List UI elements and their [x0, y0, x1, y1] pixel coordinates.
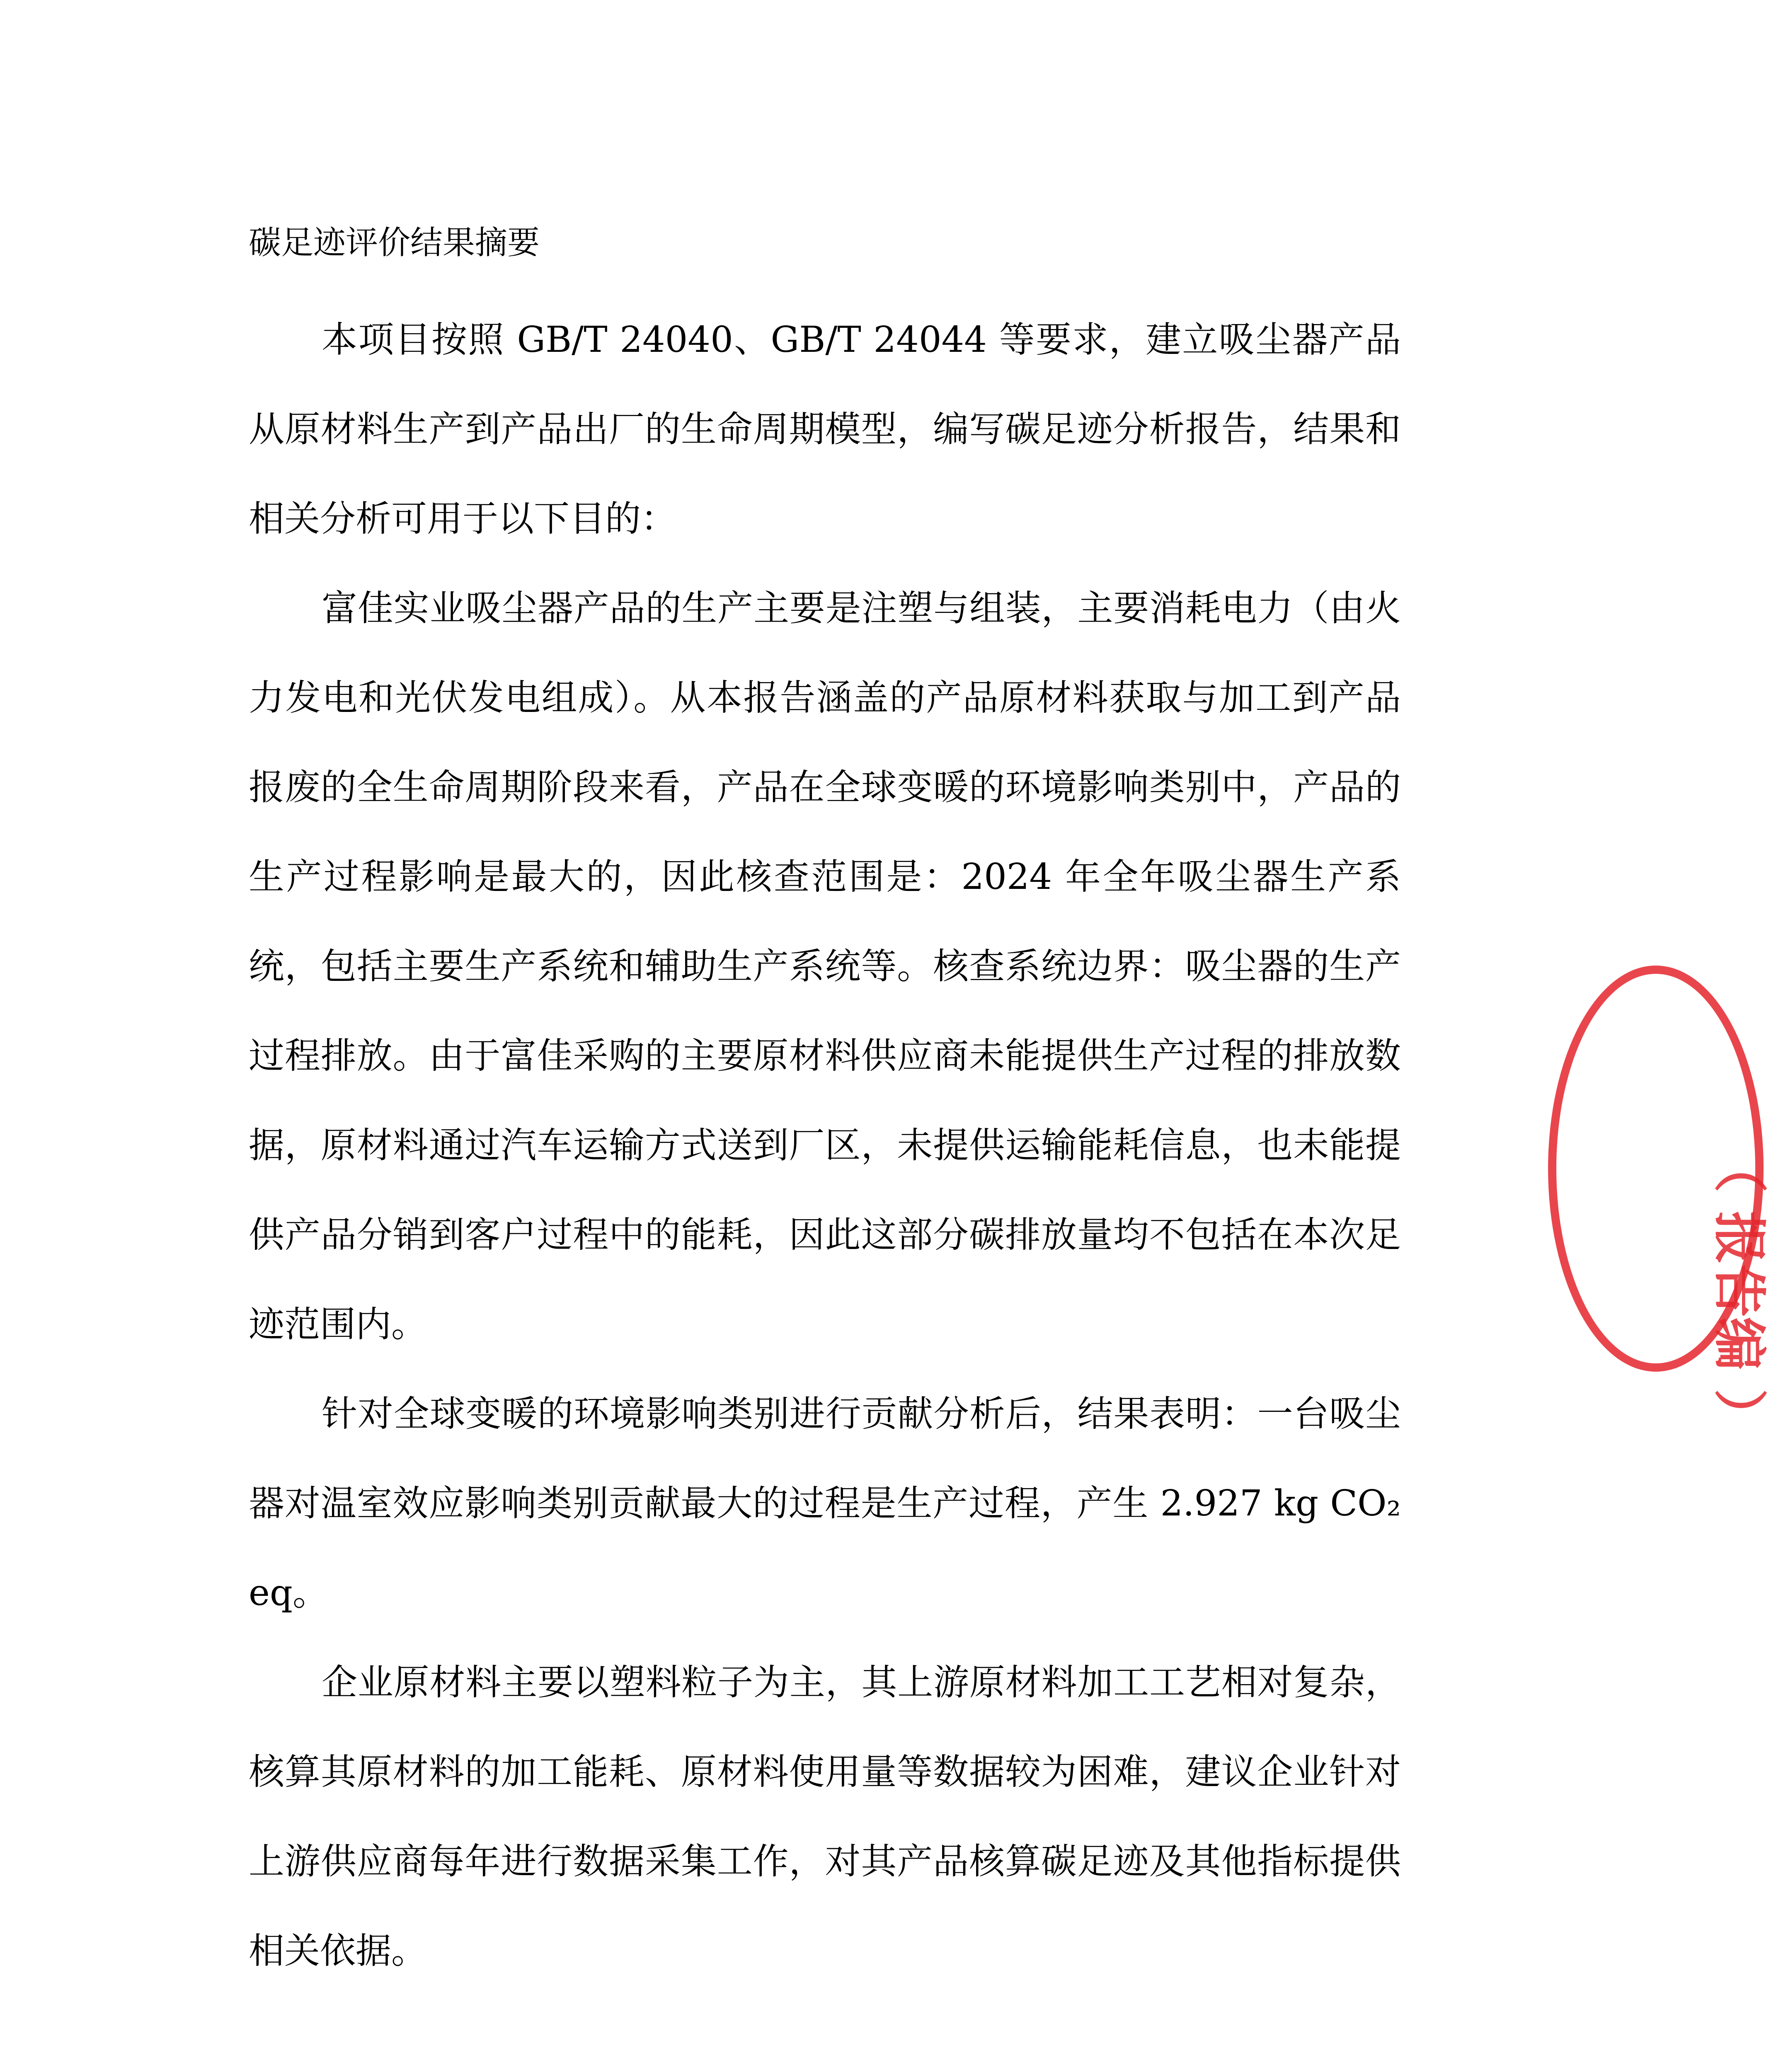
page-content — [249, 215, 1401, 1996]
paragraph-scope-purpose: 本项目按照 GB/T 24040、GB/T 24044 等要求，建立吸尘器产品从原材料生产到产品出厂的生命周期模型，编写碳足迹分析报告，结果和相关分析可用于以下目的： — [249, 319, 1401, 540]
title-spacing — [249, 270, 1401, 295]
section-title: 碳足迹评价结果摘要 — [249, 224, 540, 261]
paragraph-contribution-result: 针对全球变暖的环境影响类别进行贡献分析后，结果表明：一台吸尘器对温室效应影响类别贡献最大的过程是生产过程，产生 2.927 kg CO₂ eq。 — [249, 1393, 1401, 1614]
seal-text: （ 报告编 ） — [1708, 1140, 1770, 1442]
paragraph-recommendation: 企业原材料主要以塑料粒子为主，其上游原材料加工工艺相对复杂，核算其原材料的加工能耗、原材料使用量等数据较为困难，建议企业针对上游供应商每年进行数据采集工作，对其产品核算碳足迹及其他指标提供相关依据。 — [249, 1662, 1401, 1972]
paragraph-production-boundary: 富佳实业吸尘器产品的生产主要是注塑与组装，主要消耗电力（由火力发电和光伏发电组成）。从本报告涵盖的产品原材料获取与加工到产品报废的全生命周期阶段来看，产品在全球变暖的环境影响类别中，产品的生产过程影响是最大的，因此核查范围是：2024 年全年吸尘器生产系统，包括主要生产系统和辅助生产系统等。核查系统边界：吸尘器的生产过程排放。由于富佳采购的主要原材料供应商未能提供生产过程的排放数据，原材料通过汽车运输方式送到厂区，未提供运输能耗信息，也未能提供产品分销到客户过程中的能耗，因此这部分碳排放量均不包括在本次足迹范围内。 — [249, 588, 1401, 1345]
